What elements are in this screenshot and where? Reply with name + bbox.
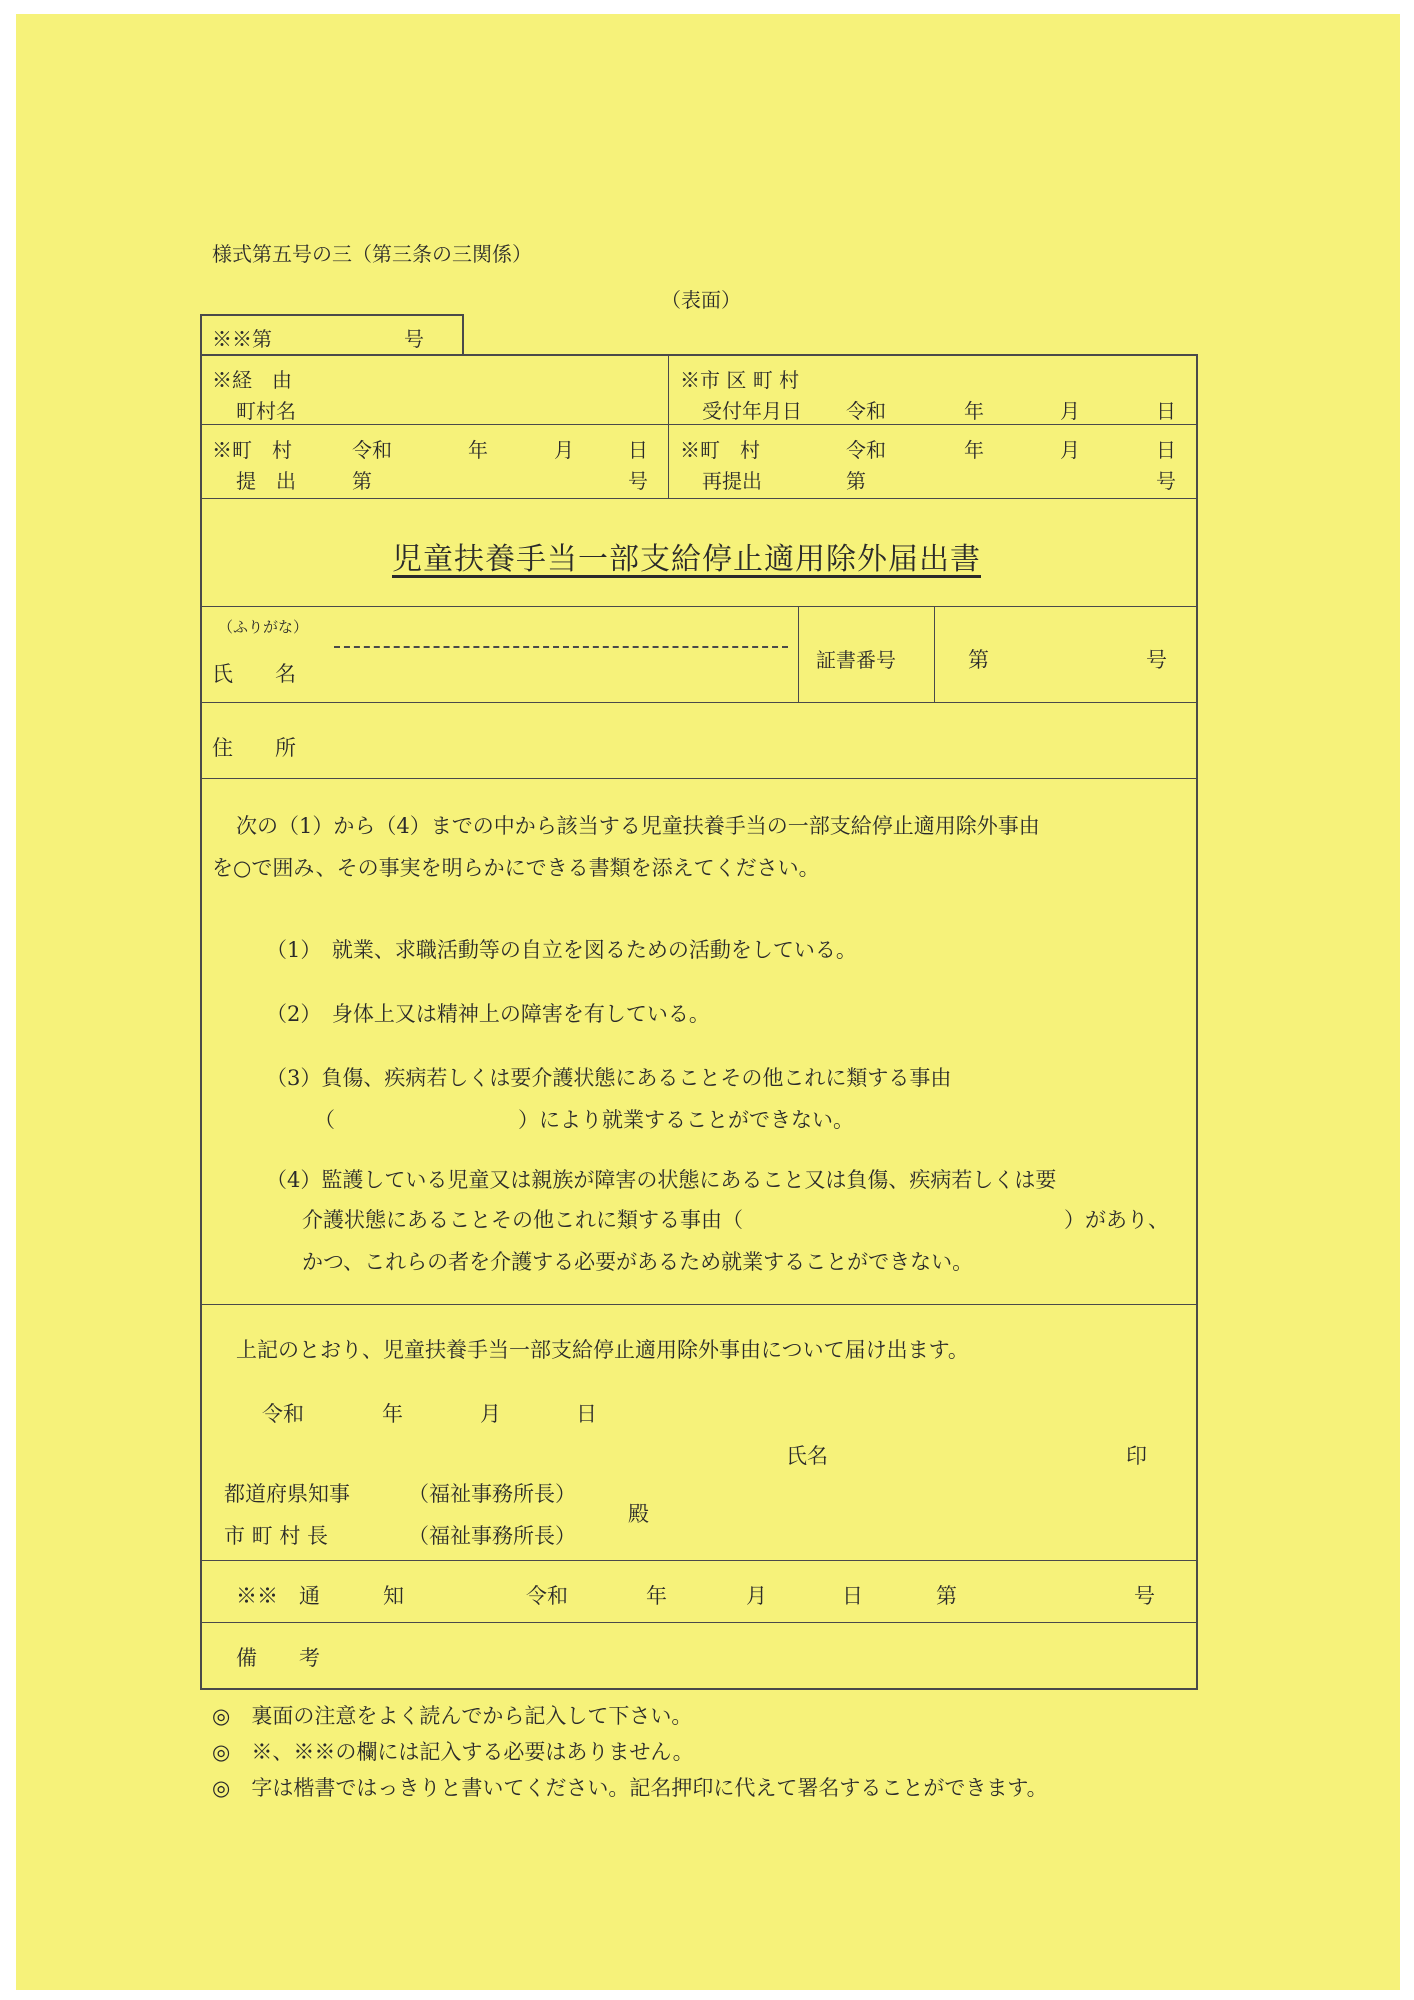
reason-4-line-1: （4）監護している児童又は親族が障害の状態にあること又は負傷、疾病若しくは要 xyxy=(266,1168,1057,1192)
form-number-label: 様式第五号の三（第三条の三関係） xyxy=(212,242,532,266)
resubmit-reiwa: 令和 xyxy=(846,438,886,462)
notice-gou: 号 xyxy=(1134,1584,1155,1608)
reception-date-label: 受付年月日 xyxy=(702,399,802,423)
form-sheet xyxy=(16,14,1400,1990)
notice-dai: 第 xyxy=(936,1584,957,1608)
reason-3-paren-open: （ xyxy=(314,1108,335,1132)
notice-day: 日 xyxy=(842,1584,863,1608)
reference-prefix: ※※第 xyxy=(212,327,272,351)
declaration-divider xyxy=(200,1560,1198,1561)
submit-year: 年 xyxy=(468,438,488,462)
reason-4-line-3: かつ、これらの者を介護する必要があるため就業することができない。 xyxy=(302,1250,974,1274)
reception-reiwa: 令和 xyxy=(846,399,886,423)
municipality-label-1: ※市 区 町 村 xyxy=(680,368,800,392)
name-cert-divider xyxy=(798,606,799,702)
welfare-office-label-1: （福祉事務所長） xyxy=(408,1482,576,1506)
furigana-dashed-line xyxy=(334,646,788,648)
side-label: （表面） xyxy=(661,288,741,312)
instruction-line-2: を○で囲み、その事実を明らかにできる書類を添えてください。 xyxy=(212,856,820,880)
name-label: 氏 名 xyxy=(212,662,296,686)
submit-month: 月 xyxy=(554,438,574,462)
reception-year: 年 xyxy=(964,399,984,423)
town-resubmit-label-2: 再提出 xyxy=(702,469,762,493)
name-divider xyxy=(200,702,1198,703)
title-divider xyxy=(200,606,1198,607)
header-divider-1 xyxy=(200,424,1198,425)
submit-reiwa: 令和 xyxy=(352,438,392,462)
notice-reiwa: 令和 xyxy=(526,1584,568,1608)
reason-4-line-2: 介護状態にあることその他これに類する事由（ xyxy=(302,1208,743,1232)
reference-suffix: 号 xyxy=(404,327,424,351)
declaration-month: 月 xyxy=(480,1402,501,1426)
town-submit-label-2: 提 出 xyxy=(236,469,296,493)
submit-dai: 第 xyxy=(352,469,372,493)
footnote-1: ◎ 裏面の注意をよく読んでから記入して下さい。 xyxy=(212,1704,693,1728)
footnote-2: ◎ ※、※※の欄には記入する必要はありません。 xyxy=(212,1740,694,1764)
certificate-suffix: 号 xyxy=(1146,648,1167,672)
submit-gou: 号 xyxy=(628,469,648,493)
declaration-day: 日 xyxy=(576,1402,597,1426)
remarks-label: 備 考 xyxy=(236,1646,320,1670)
cert-value-divider xyxy=(934,606,935,702)
notice-divider xyxy=(200,1622,1198,1623)
header-vertical-divider xyxy=(668,354,669,498)
honorific-tono: 殿 xyxy=(628,1502,649,1526)
footnote-3: ◎ 字は楷書ではっきりと書いてください。記名押印に代えて署名することができます。 xyxy=(212,1776,1048,1800)
notice-label: ※※ 通 知 xyxy=(236,1584,404,1608)
declaration-reiwa: 令和 xyxy=(262,1402,304,1426)
town-resubmit-label-1: ※町 村 xyxy=(680,438,760,462)
seal-mark: 印 xyxy=(1126,1444,1147,1468)
declaration-year: 年 xyxy=(382,1402,403,1426)
instruction-line-1: 次の（1）から（4）までの中から該当する児童扶養手当の一部支給停止適用除外事由 xyxy=(236,814,1040,838)
declaration-statement: 上記のとおり、児童扶養手当一部支給停止適用除外事由について届け出ます。 xyxy=(236,1338,969,1362)
welfare-office-label-2: （福祉事務所長） xyxy=(408,1524,576,1548)
header-divider-2 xyxy=(200,498,1198,499)
submit-day: 日 xyxy=(628,438,648,462)
reception-month: 月 xyxy=(1060,399,1080,423)
resubmit-day: 日 xyxy=(1156,438,1176,462)
furigana-label: （ふりがな） xyxy=(218,618,309,636)
resubmit-gou: 号 xyxy=(1156,469,1176,493)
mayor-label: 市 町 村 長 xyxy=(224,1524,329,1548)
certificate-number-label: 証書番号 xyxy=(816,648,896,672)
address-label: 住 所 xyxy=(212,736,296,760)
reason-2: （2） 身体上又は精神上の障害を有している。 xyxy=(266,1002,710,1026)
via-label-2: 町村名 xyxy=(236,399,296,423)
form-title: 児童扶養手当一部支給停止適用除外届出書 xyxy=(392,542,981,577)
reason-1: （1） 就業、求職活動等の自立を図るための活動をしている。 xyxy=(266,938,857,962)
reception-day: 日 xyxy=(1156,399,1176,423)
reason-3-line-1: （3）負傷、疾病若しくは要介護状態にあることその他これに類する事由 xyxy=(266,1066,952,1090)
resubmit-month: 月 xyxy=(1060,438,1080,462)
notice-month: 月 xyxy=(746,1584,767,1608)
governor-label: 都道府県知事 xyxy=(224,1482,350,1506)
resubmit-year: 年 xyxy=(964,438,984,462)
reason-4-paren-close: ）があり、 xyxy=(1064,1208,1169,1232)
certificate-prefix: 第 xyxy=(968,648,989,672)
via-label-1: ※経 由 xyxy=(212,368,292,392)
town-submit-label-1: ※町 村 xyxy=(212,438,292,462)
reason-3-line-2: ）により就業することができない。 xyxy=(518,1108,854,1132)
declarant-name-label: 氏名 xyxy=(786,1444,828,1468)
resubmit-dai: 第 xyxy=(846,469,866,493)
address-divider xyxy=(200,778,1198,779)
reasons-divider xyxy=(200,1304,1198,1305)
notice-year: 年 xyxy=(646,1584,667,1608)
